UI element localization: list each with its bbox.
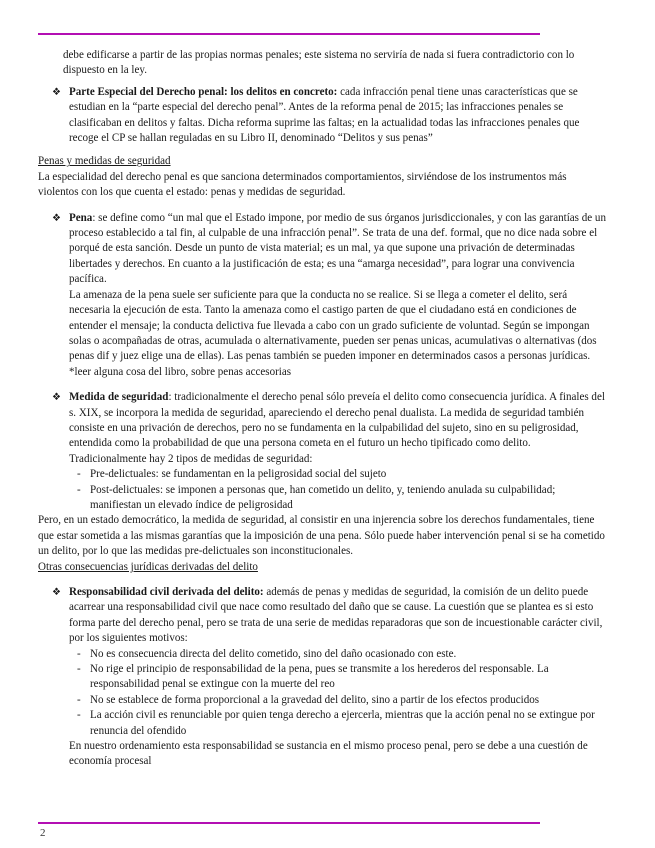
- responsabilidad-item: [38, 585, 608, 770]
- top-rule: [38, 33, 540, 35]
- responsabilidad-conclusion: En nuestro ordenamiento esta responsabilidad se sustancia en el mismo proceso penal, pero se debe a una cuestión de economía procesal: [69, 740, 588, 768]
- intro-continuation: debe edificarse a partir de las propias normas penales; este sistema no serviría de nada si fuera contradictorio con lo dispuesto en la ley.: [63, 49, 575, 77]
- list-item: - No es consecuencia directa del delito cometido, sino del daño ocasionado con este.: [75, 647, 608, 662]
- list-item: - No se establece de forma proporcional a la gravedad del delito, sino a partir de los efectos producidos: [75, 693, 608, 708]
- section-penas-intro: La especialidad del derecho penal es que sanciona determinados comportamientos, sirviéndose de los instrumentos más violentos con los que cuenta el estado: penas y medidas de seguridad.: [38, 170, 567, 199]
- responsabilidad-reasons-list: [69, 647, 608, 739]
- page-number: 2: [40, 827, 46, 839]
- list-item: - La acción civil es renunciable por quien tenga derecho a ejercerla, mientras que la acción penal no se extingue por renuncia del ofendido: [75, 708, 608, 739]
- bottom-rule: [38, 822, 540, 824]
- section-heading-penas: Penas y medidas de seguridad: [38, 155, 171, 168]
- closing-paragraph: Pero, en un estado democrático, la medida de seguridad, al consistir en una injerencia sobre los derechos fundamentales, tiene que estar sometida a las mismas garantías que la imposición de una pena. Sólo puede haber intervención penal si se ha cometido un delito, por lo que las medidas pre-delictuales son inconstitucionales.: [38, 514, 605, 558]
- list-item: - No rige el principio de responsabilidad de la pena, pues se transmite a los herederos del responsable. La responsabilidad penal se extingue con la muerte del reo: [75, 662, 608, 693]
- pena-item: [38, 211, 608, 380]
- medida-item: [38, 390, 608, 513]
- pena-paragraph2: La amenaza de la pena suele ser suficiente para que la conducta no se realice. Si se llega a cometer el delito, será necesaria la ejecución de esta. Tanto la amenaza como el castigo parten de que el ciudadano está en condiciones de entender el mensaje; la conducta delictiva fue llevada a cabo con un grado suficiente de voluntad. Según se impongan solas o acompañadas de otras, acumulada o alternativamente, pueden ser penas unicas, acumulativas o alternativas (dos penas dif y juez elige una de ellas). Las penas también se pueden imponer en determinados casos a personas jurídicas.: [69, 288, 597, 363]
- medida-types-list: [69, 467, 608, 513]
- pena-note: *leer alguna cosa del libro, sobre penas accesorias: [69, 365, 292, 378]
- parte-especial-text: cada infracción penal tiene unas características que se estudian en la “parte especial del derecho penal”. Antes de la reforma penal de 2015; las infracciones penales se clasificaban en delitos y faltas. Dicha reforma suprime las faltas; en la actualidad todas las infracciones penales que recoge el CP se hallan reguladas en su Libro II, denominado “Delitos y sus penas”: [69, 85, 580, 145]
- responsabilidad-text: además de penas y medidas de seguridad, la comisión de un delito puede acarrear una responsabilidad civil que nace como resultado del daño que se cause. La cuestión que se plantea es si esto forma parte del derecho penal, pero se trata de una serie de medidas reparadoras que son de incuestionable carácter civil, por los siguientes motivos:: [69, 586, 603, 645]
- list-item: - Pre-delictuales: se fundamentan en la peligrosidad social del sujeto: [75, 467, 608, 482]
- diamond-bullet-icon: ❖: [52, 587, 61, 598]
- medida-text: : tradicionalmente el derecho penal sólo preveía el delito como consecuencia jurídica. A finales del s. XIX, se incorpora la medida de seguridad, apareciendo el derecho penal dualista. La medida de seguridad también consiste en una privación de derechos, pero no se fundamenta en la culpabilidad del sujeto, sino en su peligrosidad, entendida como la probabilidad de que una persona cometa en el futuro un hecho tipificado como delito.: [69, 391, 605, 450]
- pena-text: : se define como “un mal que el Estado impone, por medio de sus órganos jurisdiccionales, y con las garantías de un proceso establecido a tal fin, al culpable de una infracción penal”. Se trata de una def. formal, que no dice nada sobre el porqué de esta sanción. Desde un punto de vista material; es un mal, ya que supone una privación de determinadas libertades y derechos. En cuanto a la justificación de esta; es una “amarga necesidad”, para lograr una convivencia pacífica.: [69, 211, 606, 286]
- medida-title: Medida de seguridad: [69, 391, 169, 404]
- list-item: - Post-delictuales: se imponen a personas que, han cometido un delito, y, teniendo anulada su culpabilidad; manifiestan un elevado índice de peligrosidad: [75, 483, 608, 514]
- page-content: [38, 48, 608, 770]
- diamond-bullet-icon: ❖: [52, 392, 61, 404]
- responsabilidad-title: Responsabilidad civil derivada del delito:: [69, 586, 264, 598]
- section-heading-otras: Otras consecuencias jurídicas derivadas del delito: [38, 560, 258, 573]
- diamond-bullet-icon: ❖: [52, 86, 61, 98]
- medida-types-intro: Tradicionalmente hay 2 tipos de medidas de seguridad:: [69, 452, 313, 465]
- parte-especial-title: Parte Especial del Derecho penal: los delitos en concreto:: [69, 85, 338, 98]
- pena-title: Pena: [69, 211, 93, 224]
- diamond-bullet-icon: ❖: [52, 212, 61, 224]
- parte-especial-item: [38, 85, 608, 147]
